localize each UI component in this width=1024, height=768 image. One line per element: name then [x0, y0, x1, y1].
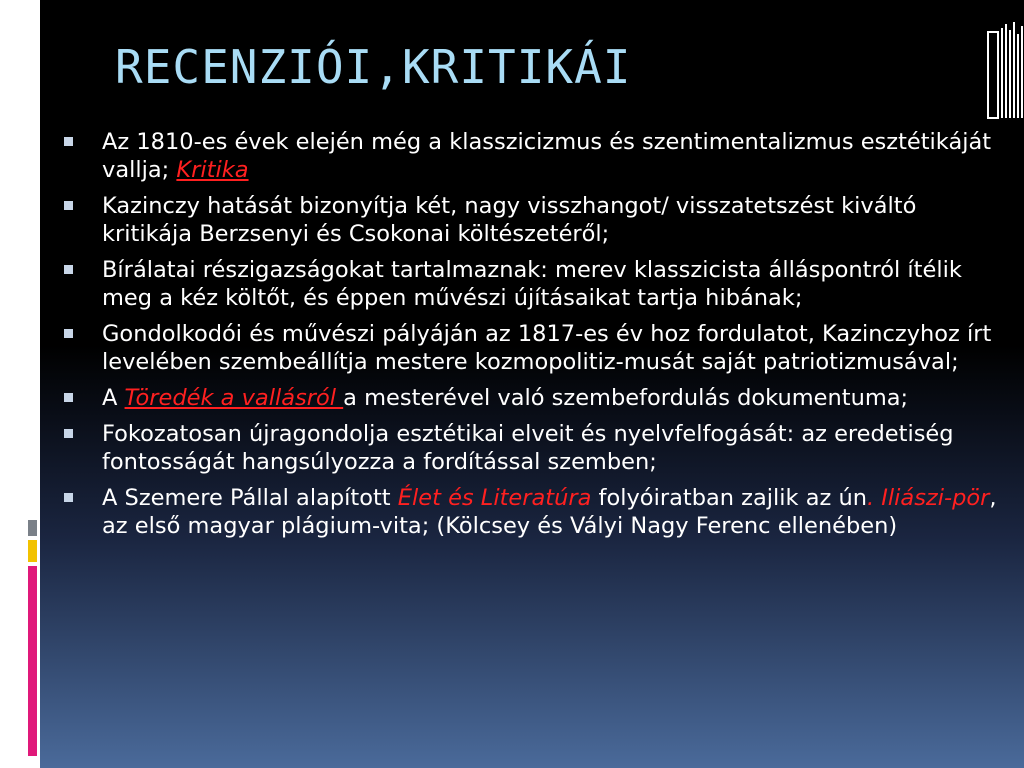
bullet-square-icon: [64, 265, 73, 274]
bullet-text: A: [102, 385, 125, 411]
decorative-lines-graphic: [984, 20, 1024, 120]
highlighted-title: Élet és Literatúra: [397, 485, 592, 511]
linked-title[interactable]: Kritika: [176, 157, 249, 183]
bullet-square-icon: [64, 137, 73, 146]
bullet-square-icon: [64, 429, 73, 438]
accent-bar-pink: [28, 566, 37, 756]
accent-bar-yellow: [28, 540, 37, 562]
bullet-text: Kazinczy hatását bizonyítja két, nagy visszhangot/ visszatetszést kiváltó kritikája Berzsenyi és Csokonai költészetéről;: [102, 193, 917, 247]
bullet-item: [62, 420, 1002, 476]
bullet-text: Gondolkodói és művészi pályáján az 1817-es év hoz fordulatot, Kazinczyhoz írt levelében szembeállítja mestere kozmopolitiz-musát saját patriotizmusával;: [102, 321, 992, 375]
bullet-item: [62, 384, 1002, 412]
bullet-item: [62, 192, 1002, 248]
bullet-text: Bírálatai részigazságokat tartalmaznak: merev klasszicista álláspontról ítélik meg a kéz költőt, és éppen művészi újításaikat tartja hibának;: [102, 257, 962, 311]
accent-bar-gray: [28, 520, 37, 536]
bullet-text: a mesterével való szembefordulás dokumentuma;: [343, 385, 909, 411]
highlighted-title: . Iliászi-pör: [866, 485, 990, 511]
bullet-text: Fokozatosan újragondolja esztétikai elveit és nyelvfelfogását: az eredetiség fontosságát hangsúlyozza a fordítással szemben;: [102, 421, 954, 475]
bullet-text: folyóiratban zajlik az ún: [591, 485, 867, 511]
bullet-square-icon: [64, 201, 73, 210]
bullet-item: [62, 256, 1002, 312]
bullet-square-icon: [64, 493, 73, 502]
bullet-square-icon: [64, 329, 73, 338]
bullet-text: A Szemere Pállal alapított: [102, 485, 398, 511]
bullet-square-icon: [64, 393, 73, 402]
bullet-item: [62, 484, 1002, 540]
bullet-text: , az első magyar plágium-vita; (Kölcsey és Vályi Nagy Ferenc ellenében): [102, 485, 997, 539]
bullet-item: [62, 128, 1002, 184]
slide-title: RECENZIÓI,KRITIKÁI: [115, 40, 632, 94]
bullet-list: [62, 128, 1002, 548]
bullet-item: [62, 320, 1002, 376]
bullet-text: Az 1810-es évek elején még a klasszicizmus és szentimentalizmus esztétikáját vallja;: [102, 129, 992, 183]
linked-title[interactable]: Töredék a vallásról: [124, 385, 344, 411]
